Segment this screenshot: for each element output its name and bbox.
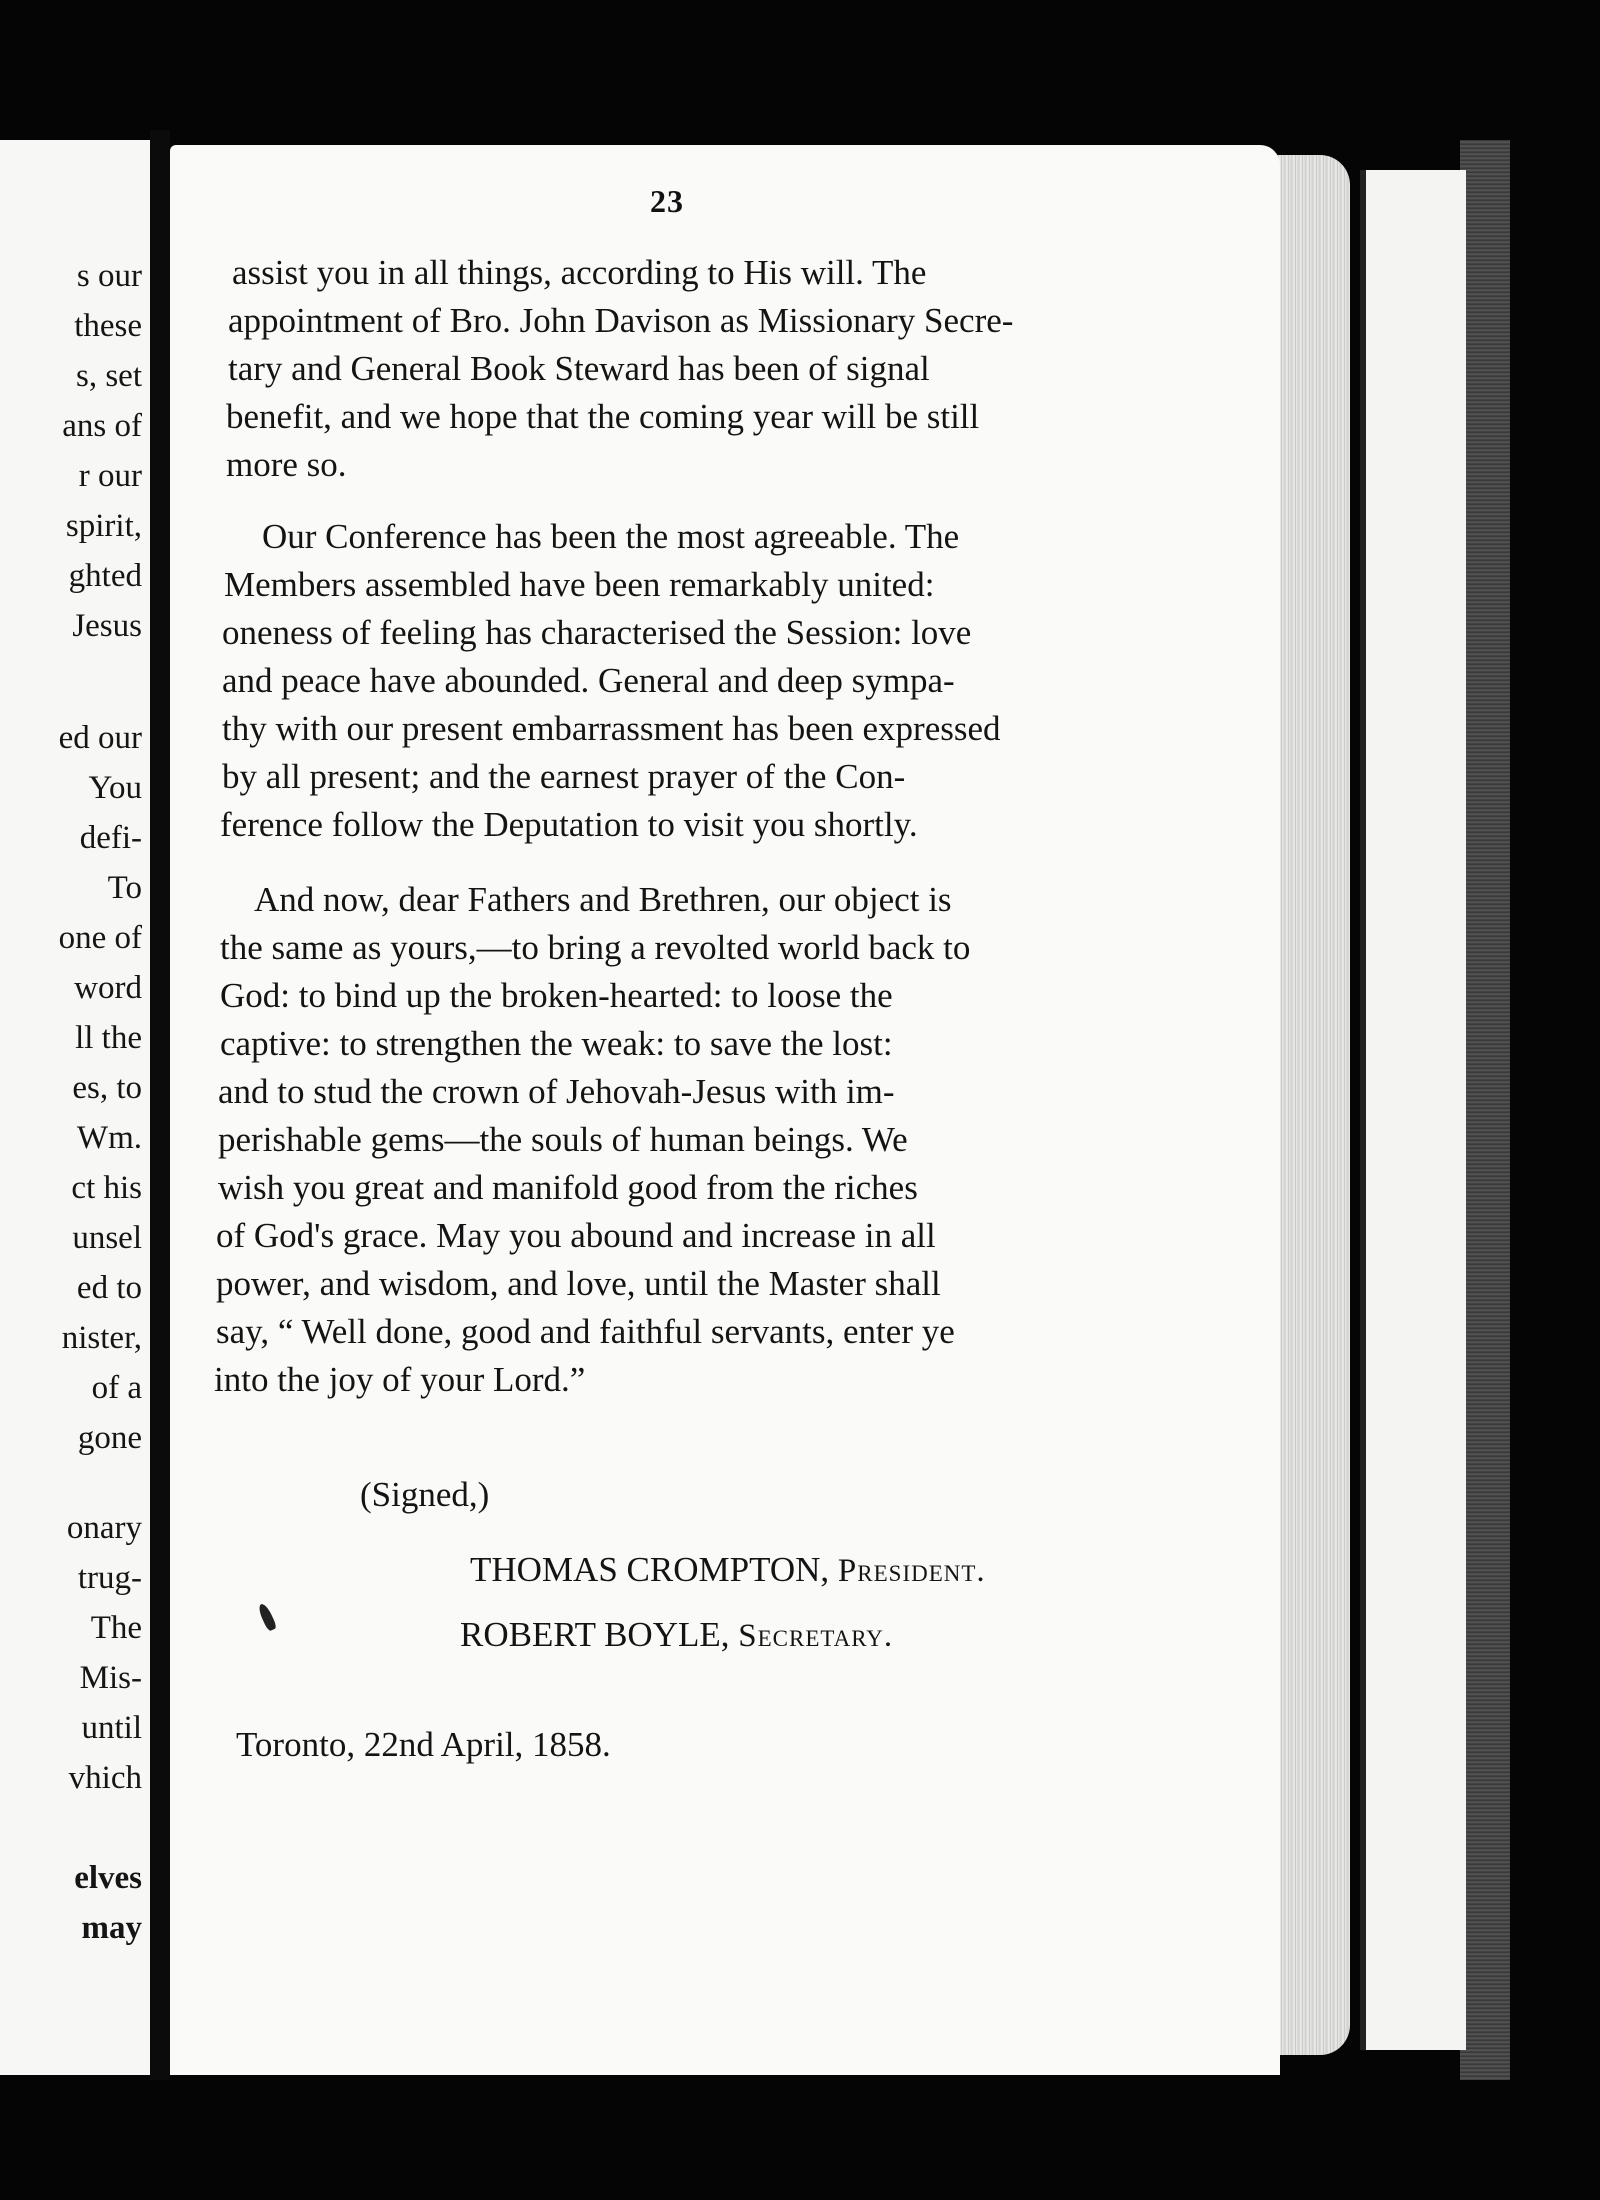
paragraph-3-line: perishable gems—the souls of human beings. We (218, 1120, 908, 1159)
back-board (1360, 170, 1466, 2050)
left-page-line: s, set (76, 358, 142, 394)
paragraph-3-line: the same as yours,—to bring a revolted world back to (220, 928, 971, 967)
page-23 (170, 145, 1280, 2075)
left-page-line: The (90, 1610, 142, 1646)
signature-president (470, 1550, 986, 1590)
left-page-line: You (88, 770, 142, 806)
left-page-line: ans of (62, 408, 142, 444)
ink-mark (257, 1602, 278, 1632)
president-name: THOMAS CROMPTON, (470, 1550, 830, 1589)
left-page-line: es, to (72, 1070, 142, 1106)
left-page-line: elves (74, 1860, 142, 1896)
paragraph-2-line: oneness of feeling has characterised the Session: love (222, 613, 972, 652)
signature-secretary (460, 1615, 893, 1655)
left-page-line: unsel (72, 1220, 142, 1256)
left-page-line: r our (78, 458, 142, 494)
paragraph-1-line: benefit, and we hope that the coming year will be still (226, 397, 980, 436)
left-page-line: ghted (68, 558, 142, 594)
left-page-line: of a (91, 1370, 142, 1406)
paragraph-3-line: God: to bind up the broken-hearted: to loose the (220, 976, 893, 1015)
paragraph-3-line: wish you great and manifold good from the riches (218, 1168, 918, 1207)
paragraph-3-line: captive: to strengthen the weak: to save the lost: (220, 1024, 893, 1063)
paragraph-2-line: Members assembled have been remarkably united: (224, 565, 935, 604)
paragraph-1-line: appointment of Bro. John Davison as Missionary Secre- (228, 301, 1014, 340)
left-page-line: spirit, (65, 508, 142, 544)
left-page-line: defi- (79, 820, 142, 856)
left-page-line: may (81, 1910, 142, 1946)
paragraph-2-line: ference follow the Deputation to visit you shortly. (220, 805, 918, 844)
paragraph-1-line: assist you in all things, according to His will. The (232, 253, 927, 292)
paragraph-1-line: more so. (226, 445, 347, 484)
paragraph-3-line: say, “ Well done, good and faithful servants, enter ye (216, 1312, 955, 1351)
left-page-line: ed our (58, 720, 142, 756)
left-page-line: gone (77, 1420, 142, 1456)
left-page-line: Mis- (79, 1660, 142, 1696)
left-page-line: these (74, 308, 142, 344)
paragraph-3-line: of God's grace. May you abound and increase in all (216, 1216, 936, 1255)
left-facing-page (0, 140, 150, 2075)
secretary-name: ROBERT BOYLE, (460, 1615, 730, 1654)
page-number: 23 (650, 183, 684, 219)
left-page-line: vhich (68, 1760, 142, 1796)
left-page-line: word (74, 970, 142, 1006)
paragraph-3-line: And now, dear Fathers and Brethren, our object is (254, 880, 952, 919)
left-page-line: onary (66, 1510, 142, 1546)
left-page-line: ct his (71, 1170, 142, 1206)
signed-label: (Signed,) (360, 1475, 490, 1514)
left-page-line: Jesus (72, 608, 142, 644)
left-page-line: Wm. (76, 1120, 142, 1156)
left-page-line: ed to (76, 1270, 142, 1306)
paragraph-3-line: and to stud the crown of Jehovah-Jesus with im- (218, 1072, 895, 1111)
paragraph-2-line: Our Conference has been the most agreeable. The (262, 517, 960, 556)
left-page-line: ll the (75, 1020, 142, 1056)
left-page-line: To (107, 870, 142, 906)
cover-edge (1460, 140, 1510, 2080)
left-page-line: trug- (77, 1560, 142, 1596)
paragraph-3-line: into the joy of your Lord.” (214, 1360, 586, 1399)
secretary-title: Secretary. (738, 1618, 894, 1654)
paragraph-2-line: thy with our present embarrassment has been expressed (222, 709, 1001, 748)
president-title: President. (837, 1553, 986, 1589)
left-page-line: until (81, 1710, 142, 1746)
paragraph-2-line: and peace have abounded. General and deep sympa- (222, 661, 955, 700)
book-gutter (150, 130, 170, 2080)
paragraph-3-line: power, and wisdom, and love, until the Master shall (216, 1264, 941, 1303)
left-page-line: s our (76, 258, 142, 294)
paragraph-2-line: by all present; and the earnest prayer of the Con- (222, 757, 906, 796)
left-page-line: one of (58, 920, 142, 956)
place-date: Toronto, 22nd April, 1858. (236, 1725, 611, 1764)
left-page-line: nister, (61, 1320, 142, 1356)
paragraph-1-line: tary and General Book Steward has been of signal (228, 349, 930, 388)
